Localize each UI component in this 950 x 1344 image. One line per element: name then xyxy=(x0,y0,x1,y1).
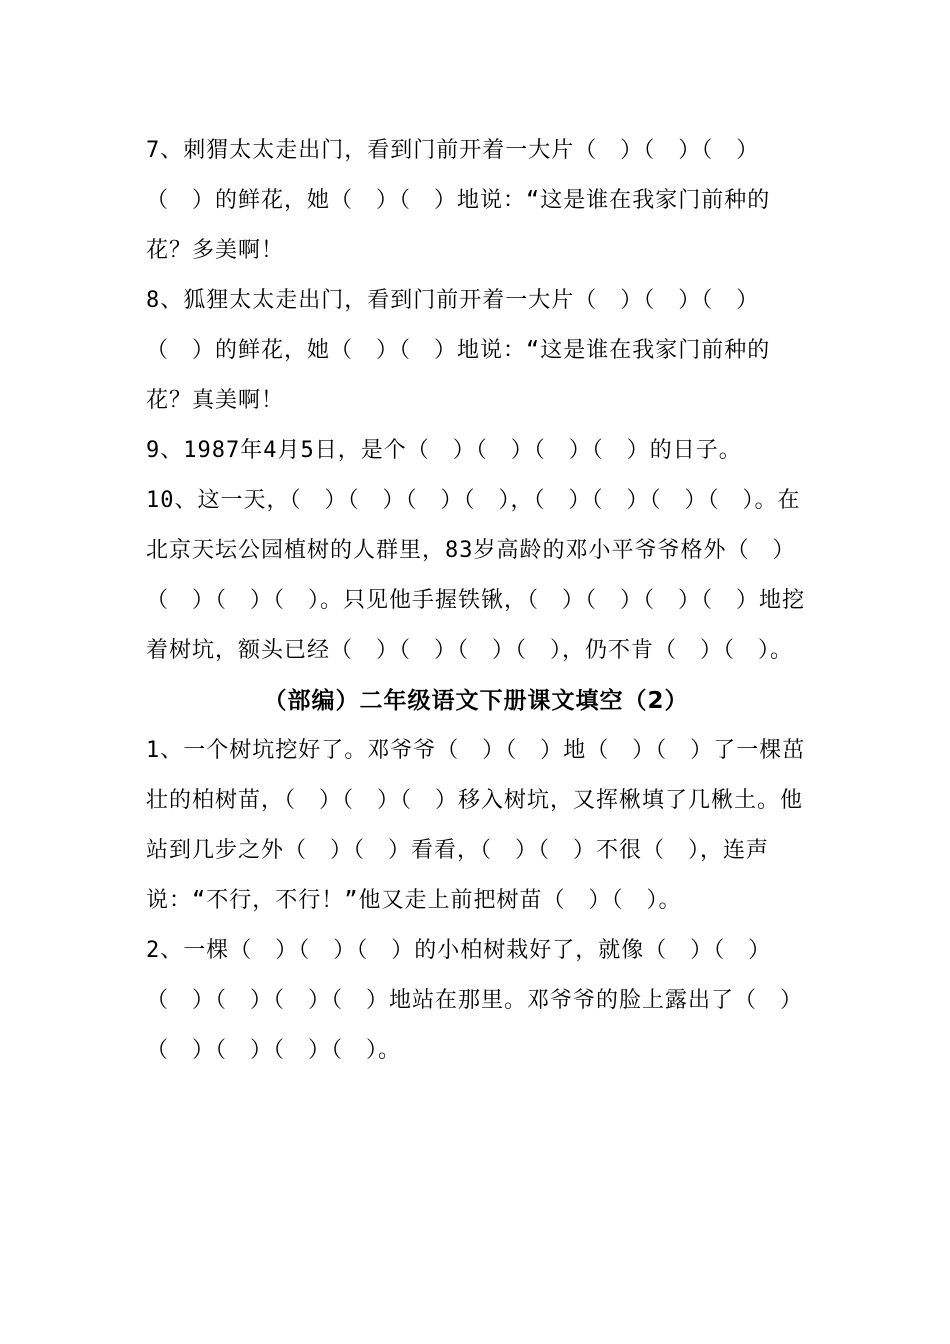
section2-question-1: 1、一个树坑挖好了。邓爷爷（ ）（ ）地（ ）（ ）了一棵茁壮的柏树苗，（ ）（ ）（ ）移入树坑，又挥楸填了几楸土。他站到几步之外（ ）（ ）看看，（ ）（ ）不很（ ），连声说：“不行，不行！”他又走上前把树苗（ ）（ ）。 xyxy=(146,738,806,913)
question-8: 8、狐狸太太走出门，看到门前开着一大片（ ）（ ）（ ）（ ）的鲜花，她（ ）（ ）地说：“这是谁在我家门前种的花？真美啊！ xyxy=(146,288,771,413)
section-heading: （部编）二年级语文下册课文填空（2） xyxy=(263,688,689,714)
worksheet-page xyxy=(146,126,806,1076)
question-7: 7、刺猬太太走出门，看到门前开着一大片（ ）（ ）（ ）（ ）的鲜花，她（ ）（ ）地说：“这是谁在我家门前种的花？多美啊！ xyxy=(146,138,771,263)
question-10: 10、这一天，（ ）（ ）（ ）（ ），（ ）（ ）（ ）（ ）。在北京天坛公园植树的人群里，83岁高龄的邓小平爷爷格外（ ）（ ）（ ）（ ）。只见他手握铁锹，（ ）（ ）（ ）（ ）地挖着树坑，额头已经（ ）（ ）（ ）（ ），仍不肯（ ）（ ）。 xyxy=(146,488,806,663)
question-9: 9、1987年4月5日，是个（ ）（ ）（ ）（ ）的日子。 xyxy=(146,438,742,463)
section2-question-2: 2、一棵（ ）（ ）（ ）的小柏树栽好了，就像（ ）（ ）（ ）（ ）（ ）（ ）地站在那里。邓爷爷的脸上露出了（ ）（ ）（ ）（ ）（ ）。 xyxy=(146,938,804,1063)
